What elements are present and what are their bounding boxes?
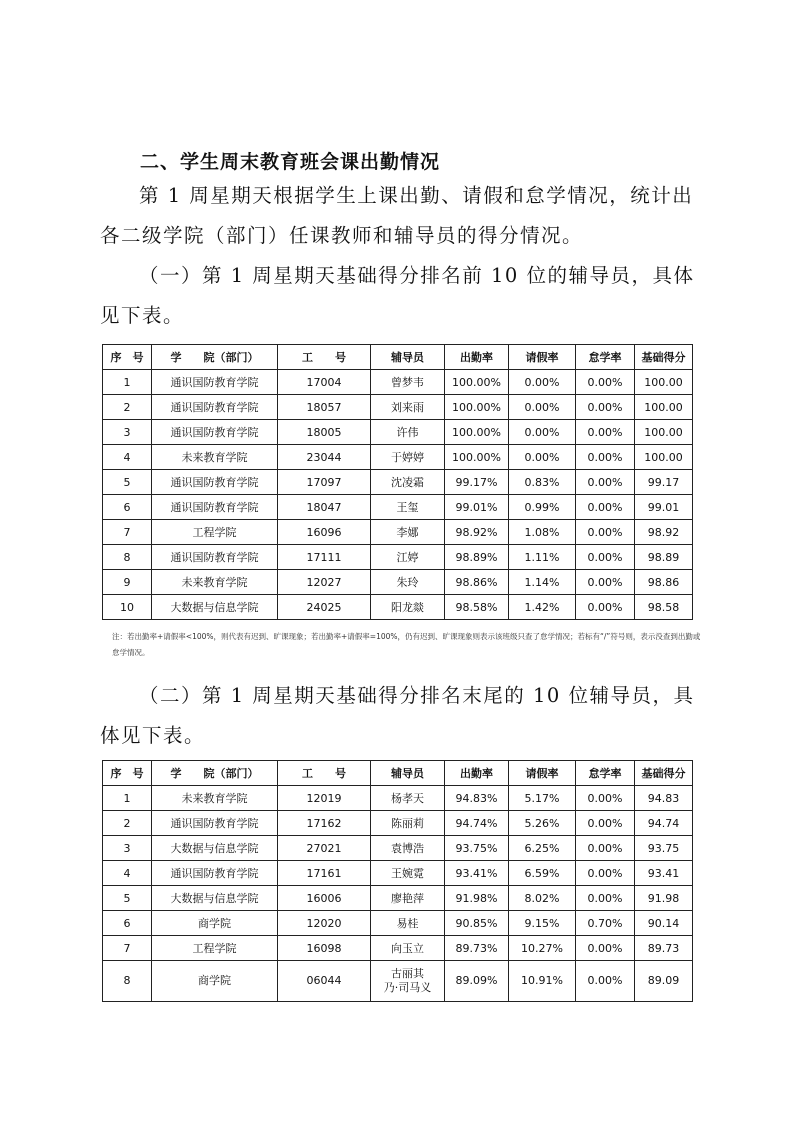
table-row (103, 395, 693, 420)
cell-counselor: 刘来雨 (371, 395, 445, 420)
cell-college: 大数据与信息学院 (152, 886, 278, 911)
cell-attendance: 91.98% (445, 886, 509, 911)
cell-attendance: 94.74% (445, 811, 509, 836)
cell-seq: 8 (103, 545, 152, 570)
cell-score: 93.75 (635, 836, 693, 861)
table-row (103, 811, 693, 836)
table-row (103, 495, 693, 520)
cell-id: 17004 (278, 370, 371, 395)
cell-leave: 0.00% (509, 395, 576, 420)
cell-id: 06044 (278, 961, 371, 1002)
cell-id: 12020 (278, 911, 371, 936)
cell-seq: 6 (103, 911, 152, 936)
cell-truancy: 0.70% (576, 911, 635, 936)
cell-leave: 5.17% (509, 786, 576, 811)
cell-attendance: 98.86% (445, 570, 509, 595)
cell-seq: 6 (103, 495, 152, 520)
cell-id: 17161 (278, 861, 371, 886)
cell-truancy: 0.00% (576, 470, 635, 495)
cell-seq: 4 (103, 445, 152, 470)
cell-counselor: 于婷婷 (371, 445, 445, 470)
cell-id: 12019 (278, 786, 371, 811)
cell-id: 16006 (278, 886, 371, 911)
cell-id: 24025 (278, 595, 371, 620)
cell-truancy: 0.00% (576, 370, 635, 395)
table-row (103, 961, 693, 1002)
cell-college: 工程学院 (152, 936, 278, 961)
cell-truancy: 0.00% (576, 420, 635, 445)
table-row (103, 470, 693, 495)
cell-college: 通识国防教育学院 (152, 545, 278, 570)
intro-paragraph: 第 1 周星期天根据学生上课出勤、请假和怠学情况，统计出各二级学院（部门）任课教师和辅导员的得分情况。 (100, 184, 694, 247)
cell-score: 90.14 (635, 911, 693, 936)
cell-seq: 2 (103, 395, 152, 420)
cell-seq: 3 (103, 836, 152, 861)
cell-seq: 9 (103, 570, 152, 595)
header-leave: 请假率 (509, 345, 576, 370)
cell-id: 18047 (278, 495, 371, 520)
cell-attendance: 100.00% (445, 420, 509, 445)
cell-leave: 5.26% (509, 811, 576, 836)
cell-leave: 1.08% (509, 520, 576, 545)
cell-id: 12027 (278, 570, 371, 595)
cell-counselor: 向玉立 (371, 936, 445, 961)
table-row (103, 370, 693, 395)
cell-seq: 4 (103, 861, 152, 886)
cell-id: 16096 (278, 520, 371, 545)
cell-counselor: 朱玲 (371, 570, 445, 595)
cell-college: 未来教育学院 (152, 570, 278, 595)
table-row (103, 420, 693, 445)
cell-leave: 1.14% (509, 570, 576, 595)
cell-truancy: 0.00% (576, 811, 635, 836)
header-leave: 请假率 (509, 761, 576, 786)
cell-leave: 9.15% (509, 911, 576, 936)
cell-leave: 10.91% (509, 961, 576, 1002)
section-heading: 二、学生周末教育班会课出勤情况 (140, 151, 441, 173)
cell-attendance: 93.75% (445, 836, 509, 861)
cell-leave: 0.00% (509, 445, 576, 470)
cell-id: 16098 (278, 936, 371, 961)
cell-seq: 8 (103, 961, 152, 1002)
cell-id: 18057 (278, 395, 371, 420)
cell-score: 98.86 (635, 570, 693, 595)
cell-truancy: 0.00% (576, 595, 635, 620)
header-seq: 序 号 (103, 761, 152, 786)
cell-seq: 7 (103, 936, 152, 961)
table-row (103, 911, 693, 936)
cell-score: 100.00 (635, 395, 693, 420)
header-id: 工 号 (278, 761, 371, 786)
top10-subheading: （一）第 1 周星期天基础得分排名前 10 位的辅导员，具体见下表。 (100, 264, 695, 327)
cell-score: 94.83 (635, 786, 693, 811)
cell-counselor: 沈凌霜 (371, 470, 445, 495)
cell-college: 通识国防教育学院 (152, 470, 278, 495)
cell-counselor: 王婉霓 (371, 861, 445, 886)
cell-leave: 10.27% (509, 936, 576, 961)
cell-counselor: 王玺 (371, 495, 445, 520)
cell-counselor (371, 961, 445, 1002)
cell-college: 未来教育学院 (152, 445, 278, 470)
cell-counselor: 曾梦韦 (371, 370, 445, 395)
cell-score: 100.00 (635, 445, 693, 470)
cell-score: 94.74 (635, 811, 693, 836)
cell-truancy: 0.00% (576, 495, 635, 520)
cell-id: 17111 (278, 545, 371, 570)
cell-score: 89.73 (635, 936, 693, 961)
cell-id: 17162 (278, 811, 371, 836)
cell-truancy: 0.00% (576, 445, 635, 470)
cell-seq: 10 (103, 595, 152, 620)
bottom10-table (102, 760, 693, 1002)
cell-attendance: 98.89% (445, 545, 509, 570)
cell-college: 通识国防教育学院 (152, 811, 278, 836)
cell-attendance: 99.17% (445, 470, 509, 495)
cell-attendance: 94.83% (445, 786, 509, 811)
cell-leave: 6.25% (509, 836, 576, 861)
cell-college: 通识国防教育学院 (152, 395, 278, 420)
cell-score: 91.98 (635, 886, 693, 911)
cell-leave: 6.59% (509, 861, 576, 886)
table-row (103, 595, 693, 620)
cell-truancy: 0.00% (576, 886, 635, 911)
cell-attendance: 89.73% (445, 936, 509, 961)
cell-score: 98.89 (635, 545, 693, 570)
cell-counselor: 陈丽莉 (371, 811, 445, 836)
table-header-row (103, 345, 693, 370)
header-seq: 序 号 (103, 345, 152, 370)
header-truancy: 怠学率 (576, 761, 635, 786)
table-row (103, 861, 693, 886)
header-attendance: 出勤率 (445, 345, 509, 370)
cell-leave: 1.42% (509, 595, 576, 620)
cell-college: 大数据与信息学院 (152, 836, 278, 861)
header-id: 工 号 (278, 345, 371, 370)
cell-college: 通识国防教育学院 (152, 861, 278, 886)
cell-counselor: 袁博浩 (371, 836, 445, 861)
cell-college: 通识国防教育学院 (152, 495, 278, 520)
table-row (103, 936, 693, 961)
header-college: 学 院（部门） (152, 345, 278, 370)
cell-seq: 2 (103, 811, 152, 836)
cell-score: 99.01 (635, 495, 693, 520)
cell-counselor: 阳龙燚 (371, 595, 445, 620)
cell-score: 98.92 (635, 520, 693, 545)
cell-seq: 5 (103, 886, 152, 911)
counselor-name-line-1: 古丽其 (391, 967, 424, 980)
top10-table (102, 344, 693, 620)
cell-counselor: 易桂 (371, 911, 445, 936)
cell-score: 98.58 (635, 595, 693, 620)
cell-id: 27021 (278, 836, 371, 861)
cell-truancy: 0.00% (576, 520, 635, 545)
cell-attendance: 100.00% (445, 370, 509, 395)
header-college: 学 院（部门） (152, 761, 278, 786)
cell-college: 通识国防教育学院 (152, 420, 278, 445)
header-truancy: 怠学率 (576, 345, 635, 370)
cell-leave: 8.02% (509, 886, 576, 911)
header-attendance: 出勤率 (445, 761, 509, 786)
cell-counselor: 李娜 (371, 520, 445, 545)
header-score: 基础得分 (635, 761, 693, 786)
cell-score: 100.00 (635, 420, 693, 445)
cell-leave: 0.83% (509, 470, 576, 495)
cell-attendance: 89.09% (445, 961, 509, 1002)
cell-truancy: 0.00% (576, 395, 635, 420)
cell-attendance: 90.85% (445, 911, 509, 936)
cell-college: 未来教育学院 (152, 786, 278, 811)
cell-id: 23044 (278, 445, 371, 470)
cell-attendance: 93.41% (445, 861, 509, 886)
cell-attendance: 98.58% (445, 595, 509, 620)
cell-score: 100.00 (635, 370, 693, 395)
cell-college: 商学院 (152, 961, 278, 1002)
table-row (103, 520, 693, 545)
cell-counselor: 江婷 (371, 545, 445, 570)
table-row (103, 786, 693, 811)
cell-counselor: 廖艳萍 (371, 886, 445, 911)
cell-attendance: 98.92% (445, 520, 509, 545)
cell-college: 大数据与信息学院 (152, 595, 278, 620)
cell-leave: 1.11% (509, 545, 576, 570)
header-score: 基础得分 (635, 345, 693, 370)
cell-seq: 3 (103, 420, 152, 445)
cell-attendance: 100.00% (445, 395, 509, 420)
table-row (103, 445, 693, 470)
header-counselor: 辅导员 (371, 345, 445, 370)
cell-id: 17097 (278, 470, 371, 495)
cell-college: 工程学院 (152, 520, 278, 545)
cell-leave: 0.99% (509, 495, 576, 520)
cell-truancy: 0.00% (576, 545, 635, 570)
cell-score: 93.41 (635, 861, 693, 886)
cell-score: 99.17 (635, 470, 693, 495)
table-note: 注：若出勤率+请假率<100%，则代表有迟到、旷课现象；若出勤率+请假率=100%，仍有迟到、旷课现象则表示该班级只查了怠学情况；若标有“/”符号则，表示没查到出勤或怠学情况。 (112, 632, 701, 657)
cell-leave: 0.00% (509, 420, 576, 445)
cell-attendance: 99.01% (445, 495, 509, 520)
cell-attendance: 100.00% (445, 445, 509, 470)
cell-seq: 7 (103, 520, 152, 545)
table-row (103, 545, 693, 570)
cell-truancy: 0.00% (576, 570, 635, 595)
cell-truancy: 0.00% (576, 836, 635, 861)
cell-truancy: 0.00% (576, 961, 635, 1002)
cell-score: 89.09 (635, 961, 693, 1002)
header-counselor: 辅导员 (371, 761, 445, 786)
bottom10-subheading: （二）第 1 周星期天基础得分排名末尾的 10 位辅导员，具体见下表。 (100, 684, 695, 747)
cell-seq: 1 (103, 370, 152, 395)
table-row (103, 570, 693, 595)
cell-truancy: 0.00% (576, 786, 635, 811)
cell-seq: 1 (103, 786, 152, 811)
cell-counselor: 许伟 (371, 420, 445, 445)
cell-seq: 5 (103, 470, 152, 495)
cell-truancy: 0.00% (576, 936, 635, 961)
table-header-row (103, 761, 693, 786)
cell-id: 18005 (278, 420, 371, 445)
cell-truancy: 0.00% (576, 861, 635, 886)
cell-college: 通识国防教育学院 (152, 370, 278, 395)
counselor-name-line-2: 乃·司马义 (383, 981, 432, 994)
cell-counselor: 杨孝天 (371, 786, 445, 811)
cell-leave: 0.00% (509, 370, 576, 395)
cell-college: 商学院 (152, 911, 278, 936)
table-row (103, 886, 693, 911)
table-row (103, 836, 693, 861)
